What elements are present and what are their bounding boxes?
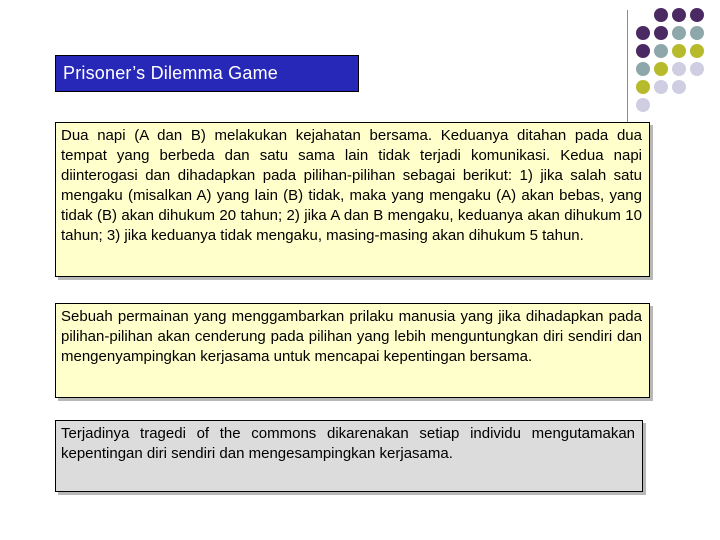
decorative-dot	[654, 44, 668, 58]
decorative-dot	[672, 8, 686, 22]
text-panel-definition: Sebuah permainan yang menggambarkan prilaku manusia yang jika dihadapkan pada pilihan-pilihan akan cenderung pada pilihan yang lebih menguntungkan diri sendiri dan mengenyampingkan kerjasama untuk mencapai kepentingan bersama.	[55, 303, 650, 398]
decorative-dot	[636, 44, 650, 58]
decorative-dot	[690, 44, 704, 58]
decorative-dot	[636, 98, 650, 112]
decorative-dot	[690, 8, 704, 22]
text-panel-tragedy-of-commons: Terjadinya tragedi of the commons dikarenakan setiap individu mengutamakan kepentingan diri sendiri dan mengesampingkan kerjasama.	[55, 420, 643, 492]
decorative-dot	[672, 80, 686, 94]
decorative-dot	[636, 26, 650, 40]
decorative-dot	[690, 26, 704, 40]
decorative-dot-grid	[636, 8, 708, 116]
decorative-dot	[654, 62, 668, 76]
decorative-dot	[636, 80, 650, 94]
slide-title: Prisoner’s Dilemma Game	[55, 55, 359, 92]
text-panel-scenario: Dua napi (A dan B) melakukan kejahatan bersama. Keduanya ditahan pada dua tempat yang berbeda dan satu sama lain tidak terjadi komunikasi. Kedua napi diinterogasi dan dihadapkan pada pilihan-pilihan sebagai berikut: 1) jika salah satu mengaku (misalkan A) yang lain (B) tidak, maka yang mengaku (A) akan bebas, yang tidak (B) akan dihukum 20 tahun; 2) jika A dan B mengaku, keduanya akan dihukum 10 tahun; 3) jika keduanya tidak mengaku, masing-masing akan dihukum 5 tahun.	[55, 122, 650, 277]
decorative-dot	[654, 8, 668, 22]
decorative-dot	[636, 62, 650, 76]
decorative-dot	[672, 62, 686, 76]
decorative-dot	[672, 44, 686, 58]
decorative-dot	[672, 26, 686, 40]
decorative-dot	[690, 62, 704, 76]
decorative-dot	[654, 26, 668, 40]
decorative-dot	[654, 80, 668, 94]
